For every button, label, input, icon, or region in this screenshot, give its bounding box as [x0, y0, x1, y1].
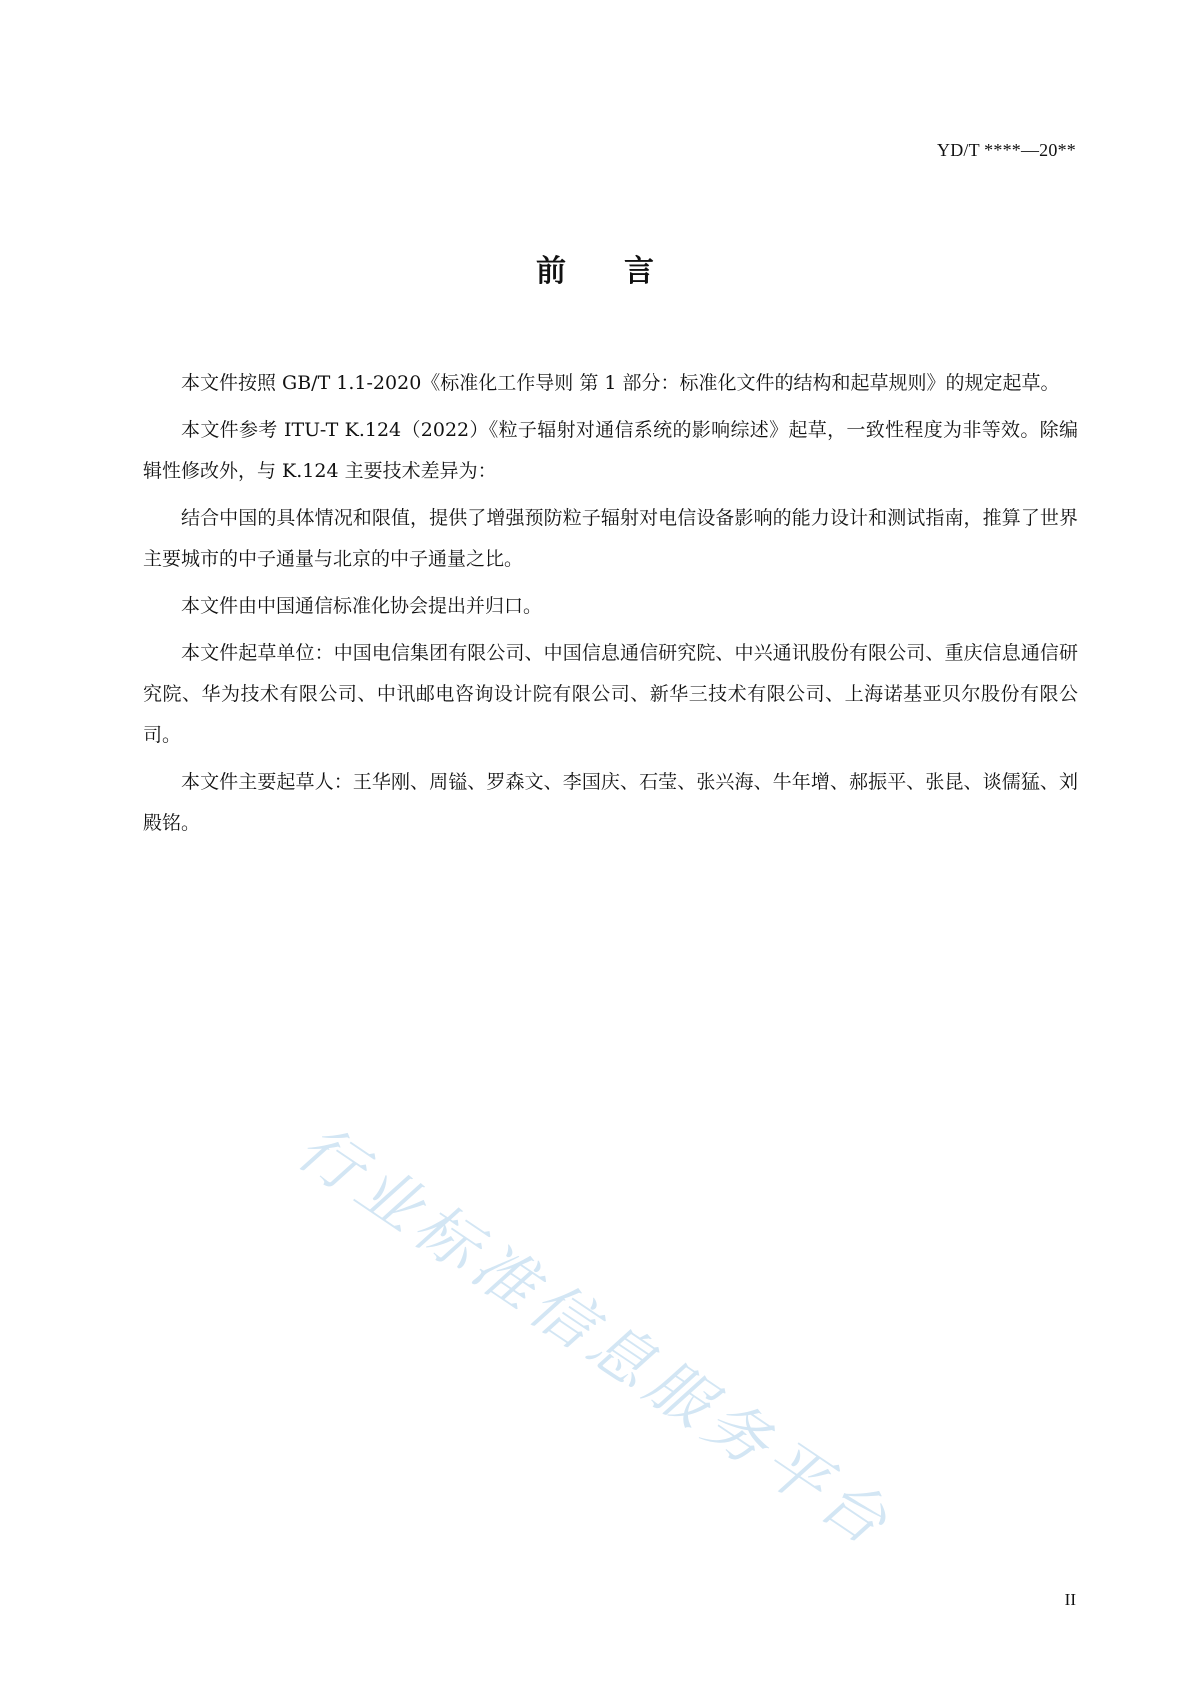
paragraph-proposer: 本文件由中国通信标准化协会提出并归口。	[181, 595, 543, 617]
paragraph-drafters: 本文件主要起草人：王华刚、周镒、罗森文、李国庆、石莹、张兴海、牛年增、郝振平、张昆、谈儒猛、刘殿铭。	[143, 771, 1078, 834]
document-code: YD/T ****—20**	[937, 140, 1076, 160]
foreword-body	[143, 363, 1078, 850]
paragraph-drafting-units: 本文件起草单位：中国电信集团有限公司、中国信息通信研究院、中兴通讯股份有限公司、重庆信息通信研究院、华为技术有限公司、中讯邮电咨询设计院有限公司、新华三技术有限公司、上海诺基亚贝尔股份有限公司。	[143, 642, 1078, 746]
page-number: II	[1064, 1590, 1076, 1609]
paragraph-drafting-rules: 本文件按照 GB/T 1.1-2020《标准化工作导则 第 1 部分：标准化文件的结构和起草规则》的规定起草。	[181, 372, 1060, 394]
paragraph-technical-differences: 结合中国的具体情况和限值，提供了增强预防粒子辐射对电信设备影响的能力设计和测试指南，推算了世界主要城市的中子通量与北京的中子通量之比。	[143, 507, 1078, 570]
page-title-char-1: 前	[536, 254, 566, 289]
watermark-text: 行业标准信息服务平台	[284, 1110, 906, 1563]
page-title-char-2: 言	[624, 254, 654, 289]
page-title	[0, 252, 1190, 292]
paragraph-reference: 本文件参考 ITU-T K.124（2022）《粒子辐射对通信系统的影响综述》起草，一致性程度为非等效。除编辑性修改外，与 K.124 主要技术差异为：	[143, 419, 1078, 482]
